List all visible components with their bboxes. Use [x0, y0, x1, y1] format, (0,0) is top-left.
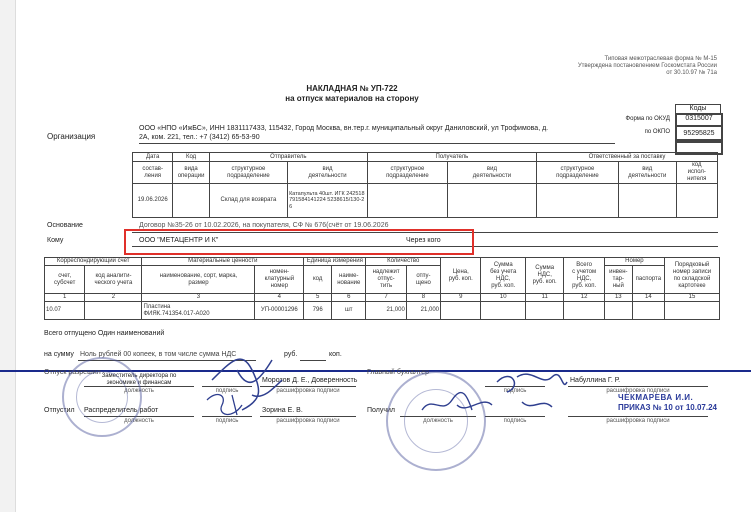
th-code-sub: вида операции	[173, 162, 209, 184]
th-sender-kind: вид деятельности	[288, 162, 368, 184]
col-num-5: 5	[304, 294, 332, 302]
whom-value: ООО "МЕТАЦЕНТР И К"	[139, 237, 219, 244]
td-inv	[604, 302, 632, 320]
signature-nabullina	[492, 362, 572, 422]
signature-zorina	[202, 385, 262, 425]
allowed-decode-caption: расшифровка подписи	[276, 388, 340, 394]
basis-value: Договор №35-26 от 10.02.2026, на покупателя, СФ № 676(счёт от 19.06.2026	[139, 222, 389, 229]
th-values: Материальные ценности	[142, 258, 304, 266]
td-total	[564, 302, 604, 320]
td-unit-code: 796	[304, 302, 332, 320]
th-qty-rel: отпу- щено	[406, 266, 440, 294]
th-receiver-kind: вид деятельности	[447, 162, 536, 184]
th-vat: Сумма НДС, руб. коп.	[526, 258, 564, 294]
td-empty-4	[618, 184, 676, 218]
th-name: наименование, сорт, марка, размер	[142, 266, 255, 294]
col-num-10: 10	[481, 294, 526, 302]
td-sender-struct: Склад для возврата	[209, 184, 287, 218]
th-passport: паспорта	[632, 266, 664, 294]
th-qty-need: надлежит отпус- тить	[366, 266, 406, 294]
th-unit-name: наиме- нование	[332, 266, 366, 294]
td-qty-rel: 21,000	[406, 302, 440, 320]
form-header-line3: от 30.10.97 № 71а	[666, 70, 717, 76]
td-sender-kind: Катапульта 40шт. ИГК 242518791584141224 5238615/130-26	[288, 184, 368, 218]
th-corr: Корреспондирующий счет	[45, 258, 142, 266]
chief-name-line	[568, 386, 708, 387]
td-sum	[481, 302, 526, 320]
signature-received	[417, 385, 497, 425]
th-sender-struct: структурное подразделение	[209, 162, 287, 184]
organization-label: Организация	[47, 132, 96, 141]
col-num-11: 11	[526, 294, 564, 302]
stamp-text-name: ЧЕКМАРЕВА И.И.	[618, 393, 694, 402]
allowed-role: Заместитель директора по экономике и финансам	[101, 373, 177, 386]
received-decode-caption: расшифровка подписи	[606, 418, 670, 424]
received-position-caption: должность	[423, 418, 453, 424]
organization-value	[139, 124, 604, 142]
kop-underline	[300, 360, 326, 361]
col-num-1: 1	[45, 294, 85, 302]
received-signature-caption: подпись	[503, 418, 527, 424]
whom-label: Кому	[47, 237, 64, 244]
td-qty-need: 21,000	[366, 302, 406, 320]
organization-line2: 2А, ком. 221, тел.: +7 (3412) 65-53-90	[139, 134, 260, 141]
col-num-7: 7	[366, 294, 406, 302]
top-table	[132, 152, 718, 218]
allowed-label: Отпуск разрешил	[44, 369, 101, 376]
col-num-6: 6	[332, 294, 366, 302]
th-sum-no-vat: Сумма без учета НДС, руб. коп.	[481, 258, 526, 294]
organization-underline	[139, 143, 615, 144]
received-label: Получил	[367, 407, 395, 414]
sum-value: Ноль рублей 00 копеек, в том числе сумма НДС	[80, 351, 237, 358]
th-unit: Единица измерения	[304, 258, 366, 266]
th-acc: счет, субсчет	[45, 266, 85, 294]
kop-label: коп.	[329, 351, 342, 358]
th-exec-code: код испол- нителя	[676, 162, 717, 184]
td-vat	[526, 302, 564, 320]
chief-accountant-label: Главный бухгалтер	[367, 369, 429, 376]
td-empty-5	[676, 184, 717, 218]
released-role: Распределитель работ	[84, 407, 159, 414]
chief-signature-caption: подпись	[503, 388, 527, 394]
th-qty: Количество	[366, 258, 441, 266]
main-table	[44, 257, 720, 320]
left-scroll-bar	[0, 0, 16, 512]
okud-value: 0315007	[675, 113, 723, 127]
th-nomen: номен- клатурный номер	[255, 266, 304, 294]
released-decode-caption: расшифровка подписи	[276, 418, 340, 424]
codes-header: Коды	[675, 104, 721, 115]
document-title-sub: на отпуск материалов на сторону	[285, 94, 419, 103]
organization-line1: ООО «НПО «ИжБС», ИНН 1831117433, 115432, Город Москва, вн.тер.г. муниципальный округ Даниловский, ул Трофимова, д.	[139, 125, 549, 132]
th-inv: инвен- тар- ный	[604, 266, 632, 294]
rub-label: руб.	[284, 351, 298, 358]
col-num-15: 15	[664, 294, 719, 302]
th-price: Цена, руб. коп.	[441, 258, 481, 294]
okud-label: Форма по ОКУД	[625, 116, 670, 122]
allowed-position-caption: должность	[124, 388, 154, 394]
allowed-name: Морозов Д. Е., Доверенность	[262, 377, 358, 384]
th-unit-code: код	[304, 266, 332, 294]
col-num-12: 12	[564, 294, 604, 302]
okpo-label: по ОКПО	[644, 129, 670, 135]
okpo-value: 95295825	[675, 125, 723, 143]
via-label: Через кого	[406, 237, 441, 244]
form-header-line2: Утверждена постановлением Госкомстата России	[577, 63, 717, 69]
td-empty-3	[536, 184, 618, 218]
td-passport	[632, 302, 664, 320]
td-code-empty	[173, 184, 209, 218]
td-empty-2	[447, 184, 536, 218]
chief-name: Набуллина Г. Р.	[570, 377, 621, 384]
col-num-14: 14	[632, 294, 664, 302]
td-empty-1	[367, 184, 447, 218]
th-receiver-struct: структурное подразделение	[367, 162, 447, 184]
col-num-8: 8	[406, 294, 440, 302]
col-num-2: 2	[85, 294, 142, 302]
th-receiver: Получатель	[367, 153, 536, 162]
col-num-4: 4	[255, 294, 304, 302]
form-header	[578, 56, 717, 77]
released-total: Всего отпущено Один наименований	[44, 330, 165, 337]
table-row	[45, 302, 720, 320]
column-number-row	[45, 294, 720, 302]
document-sheet	[22, 0, 737, 512]
td-acc: 10.07	[45, 302, 85, 320]
th-order: Порядковый номер записи по складской картотеке	[664, 258, 719, 294]
form-header-line1: Типовая межотраслевая форма № М-15	[604, 56, 717, 62]
th-responsible: Ответственный за поставку	[536, 153, 717, 162]
th-date: Дата	[133, 153, 173, 162]
sum-prefix: на сумму	[44, 351, 74, 358]
th-date-sub: состав- ления	[133, 162, 173, 184]
document-title	[252, 84, 452, 104]
th-resp-kind: вид деятельности	[618, 162, 676, 184]
document-title-main: НАКЛАДНАЯ № УП-722	[306, 84, 398, 93]
th-resp-struct: структурное подразделение	[536, 162, 618, 184]
td-price	[441, 302, 481, 320]
received-name-line	[568, 416, 708, 417]
td-nomen: УП-00001296	[255, 302, 304, 320]
td-unit-name: шт	[332, 302, 366, 320]
th-total: Всего с учетом НДС, руб. коп.	[564, 258, 604, 294]
left-round-stamp	[62, 357, 142, 437]
released-position-caption: должность	[124, 418, 154, 424]
col-num-9: 9	[441, 294, 481, 302]
released-signature-caption: подпись	[215, 418, 239, 424]
left-round-stamp-inner	[76, 371, 128, 423]
th-number: Номер	[604, 258, 664, 266]
chief-decode-caption: расшифровка подписи	[606, 388, 670, 394]
th-sender: Отправитель	[209, 153, 367, 162]
td-date: 19.06.2026	[133, 184, 173, 218]
col-num-13: 13	[604, 294, 632, 302]
basis-label: Основание	[47, 222, 83, 229]
released-label: Отпустил	[44, 407, 75, 414]
released-name: Зорина Е. В.	[262, 407, 303, 414]
td-order	[664, 302, 719, 320]
th-analytic: код аналити- ческого учета	[85, 266, 142, 294]
td-name: Пластина ФИЯК.741354.017-А020	[142, 302, 255, 320]
col-num-3: 3	[142, 294, 255, 302]
highlight-box	[124, 229, 474, 255]
td-analytic	[85, 302, 142, 320]
th-code: Код	[173, 153, 209, 162]
stamp-text-order: ПРИКАЗ № 10 от 10.07.24	[618, 403, 717, 412]
allowed-signature-caption: подпись	[215, 388, 239, 394]
